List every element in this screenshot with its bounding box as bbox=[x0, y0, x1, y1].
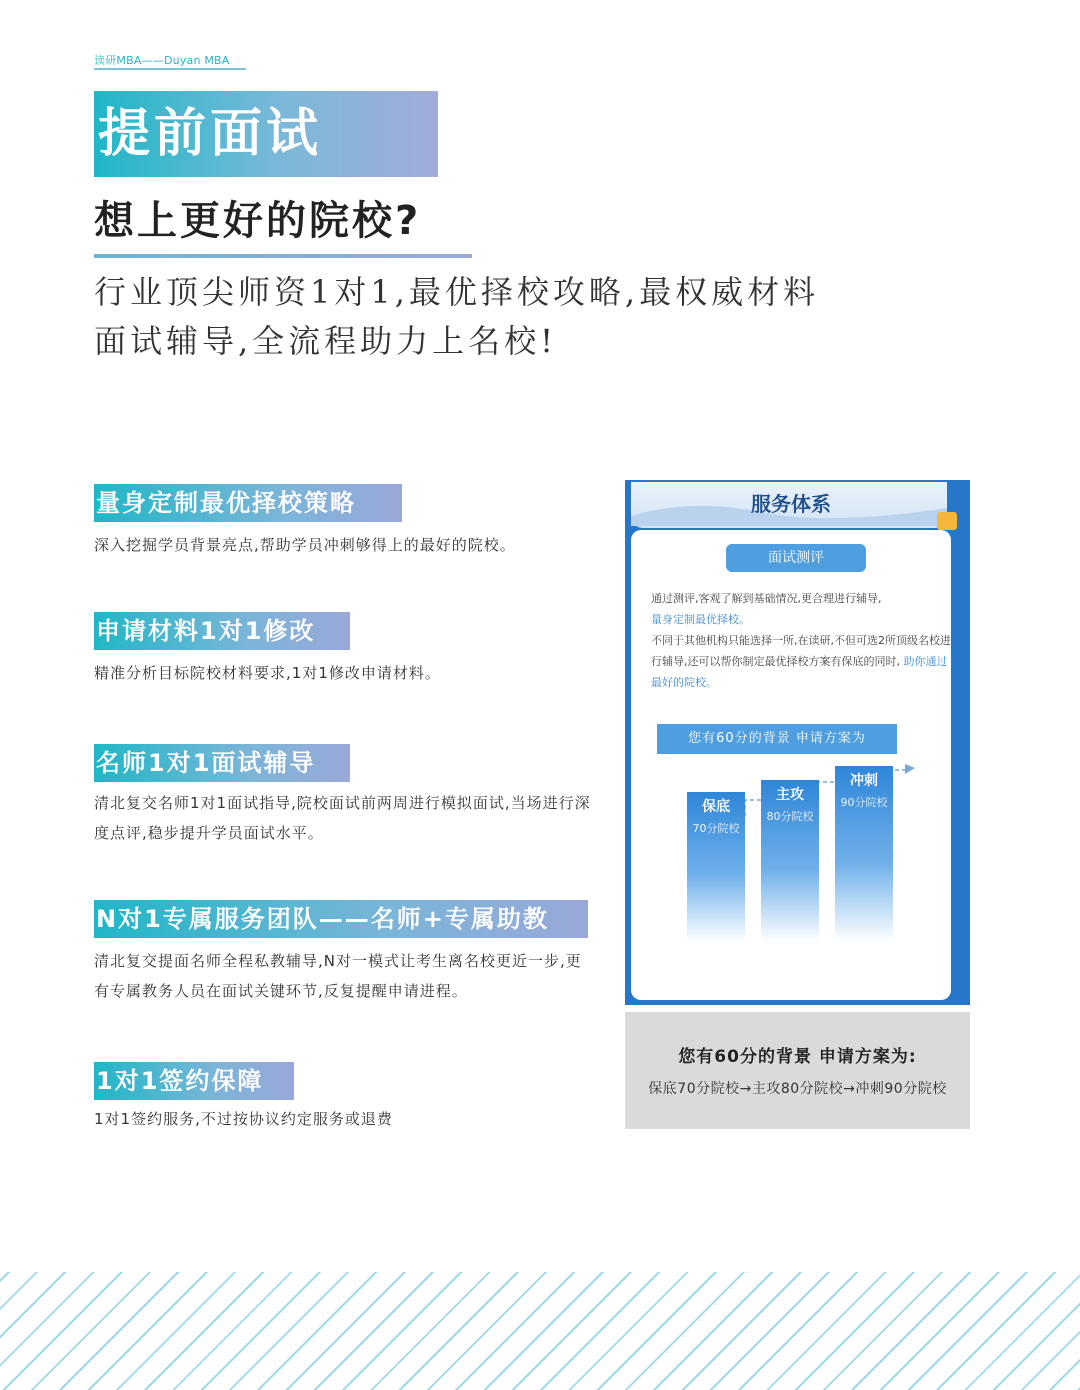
feature-desc-4: 清北复交提面名师全程私教辅导,N对一模式让考生离名校更近一步,更有专属教务人员在面试关键环节,反复提醒申请进程。 bbox=[94, 952, 582, 1000]
intro-line-1: 行业顶尖师资1对1,最优择校攻略,最权威材料 bbox=[94, 273, 820, 311]
eval-text bbox=[651, 588, 951, 693]
feature-desc-1: 深入挖掘学员背景亮点,帮助学员冲刺够得上的最好的院校。 bbox=[94, 536, 516, 554]
brand-label: 读研MBA——Duyan MBA bbox=[94, 54, 230, 67]
eval-text-2-highlight: 助你通过最好的院校。 bbox=[651, 655, 948, 689]
bar-reach bbox=[835, 766, 893, 942]
bar-reach-sub: 90分院校 bbox=[840, 796, 888, 809]
card-accent bbox=[937, 512, 957, 530]
feature-desc-5: 1对1签约服务,不过按协议约定服务或退费 bbox=[94, 1110, 393, 1128]
feature-desc-2: 精准分析目标院校材料要求,1对1修改申请材料。 bbox=[94, 664, 441, 682]
summary-box bbox=[625, 1012, 970, 1129]
eval-text-1: 通过测评,客观了解到基础情况,更合理进行辅导, bbox=[651, 592, 882, 605]
feature-title-2: 申请材料1对1修改 bbox=[94, 612, 350, 650]
hero-title: 提前面试 bbox=[98, 104, 323, 164]
footer-stripes bbox=[0, 1272, 1080, 1390]
question-underline bbox=[94, 254, 472, 258]
feature-title-3: 名师1对1面试辅导 bbox=[94, 744, 350, 782]
bar-reach-name: 冲刺 bbox=[850, 773, 878, 789]
hero-question: 想上更好的院校? bbox=[94, 198, 422, 244]
intro-line-2: 面试辅导,全流程助力上名校! bbox=[94, 322, 558, 360]
bar-safety-sub: 70分院校 bbox=[692, 822, 740, 835]
brand-underline bbox=[94, 68, 246, 70]
feature-title-1: 量身定制最优择校策略 bbox=[94, 484, 402, 522]
hero-intro bbox=[94, 268, 819, 366]
feature-title-5: 1对1签约保障 bbox=[94, 1062, 294, 1100]
service-card bbox=[625, 480, 970, 1005]
eval-text-2: 不同于其他机构只能选择一所,在读研,不但可选2所顶级名校进行辅导,还可以帮你制定最优择校方案有保底的同时, bbox=[651, 634, 951, 668]
bar-safety-name: 保底 bbox=[702, 799, 730, 815]
bar-target bbox=[761, 780, 819, 942]
feature-title-4: N对1专属服务团队——名师+专属助教 bbox=[94, 900, 588, 938]
summary-line: 保底70分院校→主攻80分院校→冲刺90分院校 bbox=[648, 1081, 947, 1097]
score-pill: 您有60分的背景 申请方案为 bbox=[657, 724, 897, 754]
eval-tab: 面试测评 bbox=[726, 544, 866, 572]
card-body bbox=[631, 530, 951, 1000]
bar-safety bbox=[687, 792, 745, 942]
feature-desc-3: 清北复交名师1对1面试指导,院校面试前两周进行模拟面试,当场进行深度点评,稳步提升学员面试水平。 bbox=[94, 794, 591, 842]
eval-text-1-highlight: 量身定制最优择校。 bbox=[651, 613, 750, 626]
bar-target-name: 主攻 bbox=[776, 787, 804, 803]
summary-title: 您有60分的背景 申请方案为: bbox=[678, 1047, 917, 1067]
card-title: 服务体系 bbox=[751, 492, 831, 516]
bar-target-sub: 80分院校 bbox=[766, 810, 814, 823]
